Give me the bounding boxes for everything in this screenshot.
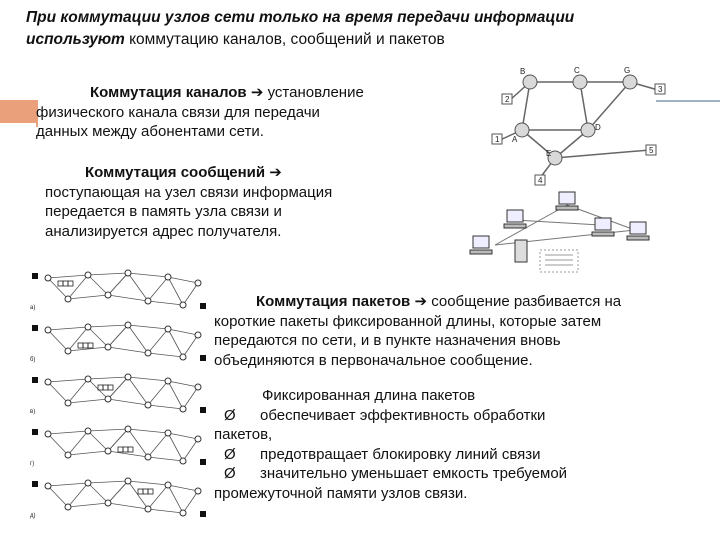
network-link xyxy=(88,327,108,347)
network-link xyxy=(148,329,168,353)
svg-text:A: A xyxy=(512,135,518,144)
computer-icon xyxy=(470,236,492,254)
network-node xyxy=(85,272,91,278)
fixed-heading: Фиксированная длина пакетов xyxy=(262,387,476,404)
network-node xyxy=(165,430,171,436)
network-link xyxy=(68,483,88,507)
channels-paragraph: Коммутация каналов ➔ установление физического канала связи для передачи данных между абонентами сети. xyxy=(36,84,364,140)
network-node xyxy=(45,379,51,385)
computer-icon xyxy=(556,192,578,210)
channels-term: Коммутация каналов xyxy=(90,84,247,101)
network-node xyxy=(581,123,595,137)
network-node xyxy=(45,327,51,333)
network-node xyxy=(85,428,91,434)
network-node xyxy=(85,376,91,382)
network-link xyxy=(68,503,108,507)
network-node xyxy=(573,75,587,89)
bullet-arrow-icon: Ø xyxy=(224,465,236,482)
network-link xyxy=(108,503,148,509)
network-node xyxy=(125,426,131,432)
packet-box xyxy=(68,281,73,286)
network-node xyxy=(145,506,151,512)
row-label: а) xyxy=(30,305,36,311)
network-link xyxy=(48,382,68,403)
network-link xyxy=(148,405,183,409)
network-link xyxy=(148,433,168,457)
network-link xyxy=(108,295,148,301)
packet-box xyxy=(63,281,68,286)
network-link xyxy=(168,433,183,461)
network-link xyxy=(168,329,198,335)
network-link xyxy=(183,335,198,357)
network-link xyxy=(148,353,183,357)
network-node xyxy=(105,448,111,454)
arrow-icon: ➔ xyxy=(414,293,428,310)
network-node xyxy=(195,280,201,286)
network-link xyxy=(168,433,198,439)
packet-box xyxy=(123,447,128,452)
terminal-square xyxy=(200,407,206,413)
network-node xyxy=(195,384,201,390)
network-link xyxy=(48,483,88,486)
packet-box xyxy=(138,489,143,494)
packet-box xyxy=(108,385,113,390)
svg-text:5: 5 xyxy=(649,146,654,155)
network-link xyxy=(168,485,198,491)
network-node xyxy=(65,296,71,302)
network-link xyxy=(88,431,108,451)
terminal-square xyxy=(32,273,38,279)
svg-text:4: 4 xyxy=(538,176,543,185)
network-node xyxy=(623,75,637,89)
network-link xyxy=(68,275,88,299)
network-node xyxy=(125,374,131,380)
network-link xyxy=(108,325,128,347)
packet-box xyxy=(143,489,148,494)
network-link xyxy=(88,273,128,275)
network-link xyxy=(108,399,148,405)
network-link xyxy=(148,277,168,301)
svg-text:D: D xyxy=(595,123,601,132)
network-link xyxy=(108,347,148,353)
network-link xyxy=(183,439,198,461)
network-link xyxy=(183,491,198,513)
computer-icon xyxy=(592,218,614,236)
messages-paragraph: Коммутация сообщений ➔ поступающая на узел связи информация передается в память узла связи и анализируется адрес получателя. xyxy=(45,164,333,240)
network-link xyxy=(48,379,88,382)
computer-network-diagram xyxy=(455,190,675,290)
network-node xyxy=(105,344,111,350)
packets-term: Коммутация пакетов xyxy=(256,293,411,310)
network-node xyxy=(145,350,151,356)
network-node xyxy=(145,298,151,304)
network-node xyxy=(105,500,111,506)
network-link xyxy=(68,451,108,455)
computer-icon xyxy=(504,210,526,228)
row-label: в) xyxy=(30,409,36,415)
network-link xyxy=(128,377,148,405)
network-node xyxy=(180,458,186,464)
row-label: г) xyxy=(30,461,35,467)
network-node xyxy=(180,302,186,308)
network-link xyxy=(48,434,68,455)
network-link xyxy=(128,377,168,381)
packet-switching-diagram xyxy=(28,265,220,540)
network-link xyxy=(108,481,128,503)
network-link xyxy=(68,379,88,403)
network-node xyxy=(45,275,51,281)
terminal-square xyxy=(32,325,38,331)
terminal-square xyxy=(32,429,38,435)
packet-box xyxy=(78,343,83,348)
row-label: б) xyxy=(30,357,36,363)
packet-box xyxy=(128,447,133,452)
network-node xyxy=(195,436,201,442)
network-link xyxy=(88,275,108,295)
network-link xyxy=(148,381,168,405)
network-link xyxy=(88,377,128,379)
svg-text:C: C xyxy=(574,66,580,75)
arrow-icon: ➔ xyxy=(250,84,264,101)
network-link xyxy=(128,429,168,433)
packet-box xyxy=(148,489,153,494)
network-node xyxy=(180,354,186,360)
network-link xyxy=(48,327,88,330)
network-node xyxy=(125,322,131,328)
network-node xyxy=(180,406,186,412)
network-link xyxy=(148,509,183,513)
fixed-length-section: Фиксированная длина пакетов Ø обеспечивает эффективность обработки пакетов, Ø предотвращает блокировку линий связи Ø значительно уменьшает емкость требуемой промежуточной памяти узлов связи. xyxy=(224,386,714,503)
title-line-2: используют коммутацию каналов, сообщений и пакетов xyxy=(26,31,445,48)
network-link xyxy=(108,273,128,295)
packet-box xyxy=(88,343,93,348)
network-link xyxy=(168,485,183,513)
network-node xyxy=(105,396,111,402)
network-link xyxy=(88,429,128,431)
network-node xyxy=(180,510,186,516)
server-icon xyxy=(515,240,527,262)
network-link xyxy=(168,277,198,283)
network-node xyxy=(165,482,171,488)
terminal-square xyxy=(200,355,206,361)
packet-box xyxy=(83,343,88,348)
terminal-square xyxy=(200,303,206,309)
network-link xyxy=(68,399,108,403)
network-node xyxy=(523,75,537,89)
title-line-1: При коммутации узлов сети только на время передачи информации xyxy=(26,9,575,26)
network-node xyxy=(165,378,171,384)
bullet-arrow-icon: Ø xyxy=(224,445,236,463)
terminal-square xyxy=(200,459,206,465)
network-node xyxy=(125,478,131,484)
network-node xyxy=(45,483,51,489)
network-node xyxy=(145,454,151,460)
network-link xyxy=(128,325,148,353)
network-node xyxy=(105,292,111,298)
network-link xyxy=(168,329,183,357)
network-link xyxy=(128,481,148,509)
network-link xyxy=(88,483,108,503)
network-node xyxy=(65,452,71,458)
network-link xyxy=(128,429,148,457)
network-link xyxy=(108,377,128,399)
network-link xyxy=(183,283,198,305)
accent-bar-left xyxy=(0,100,36,123)
network-link xyxy=(48,486,68,507)
network-link xyxy=(128,481,168,485)
network-node xyxy=(65,348,71,354)
network-node xyxy=(145,402,151,408)
messages-term: Коммутация сообщений xyxy=(85,164,266,181)
network-link xyxy=(183,387,198,409)
svg-text:3: 3 xyxy=(658,85,663,94)
terminal-square xyxy=(200,511,206,517)
network-link xyxy=(168,277,183,305)
row-label: д) xyxy=(30,513,36,519)
network-node xyxy=(165,274,171,280)
network-link xyxy=(128,273,168,277)
network-link xyxy=(88,481,128,483)
packet-box xyxy=(118,447,123,452)
network-node xyxy=(65,400,71,406)
network-link xyxy=(148,457,183,461)
network-link xyxy=(168,381,198,387)
network-link xyxy=(48,275,88,278)
svg-text:B: B xyxy=(520,67,526,76)
network-link xyxy=(128,273,148,301)
network-link xyxy=(88,325,128,327)
network-link xyxy=(68,295,108,299)
network-node xyxy=(85,480,91,486)
svg-text:2: 2 xyxy=(505,95,510,104)
packets-paragraph: Коммутация пакетов ➔ сообщение разбивается на короткие пакеты фиксированной длины, которые затем передаются по сети, и в пункте назначения вновь объединяются в первоначальное сообщение. xyxy=(214,293,622,369)
network-node xyxy=(45,431,51,437)
network-link xyxy=(128,325,168,329)
network-node xyxy=(125,270,131,276)
circuit-network-diagram xyxy=(440,60,720,190)
network-link xyxy=(48,431,88,434)
network-link xyxy=(148,301,183,305)
network-link xyxy=(48,330,68,351)
network-node xyxy=(195,332,201,338)
network-node xyxy=(165,326,171,332)
network-node xyxy=(85,324,91,330)
packet-box xyxy=(58,281,63,286)
network-link xyxy=(68,431,88,455)
network-node xyxy=(195,488,201,494)
bullet-arrow-icon: Ø xyxy=(224,406,236,424)
svg-text:1: 1 xyxy=(495,135,500,144)
arrow-icon: ➔ xyxy=(269,164,282,181)
svg-text:E: E xyxy=(546,149,552,158)
svg-text:G: G xyxy=(624,66,631,75)
computer-icon xyxy=(627,222,649,240)
network-link xyxy=(168,381,183,409)
terminal-square xyxy=(32,481,38,487)
terminal-square xyxy=(32,377,38,383)
packet-box xyxy=(103,385,108,390)
network-node xyxy=(65,504,71,510)
